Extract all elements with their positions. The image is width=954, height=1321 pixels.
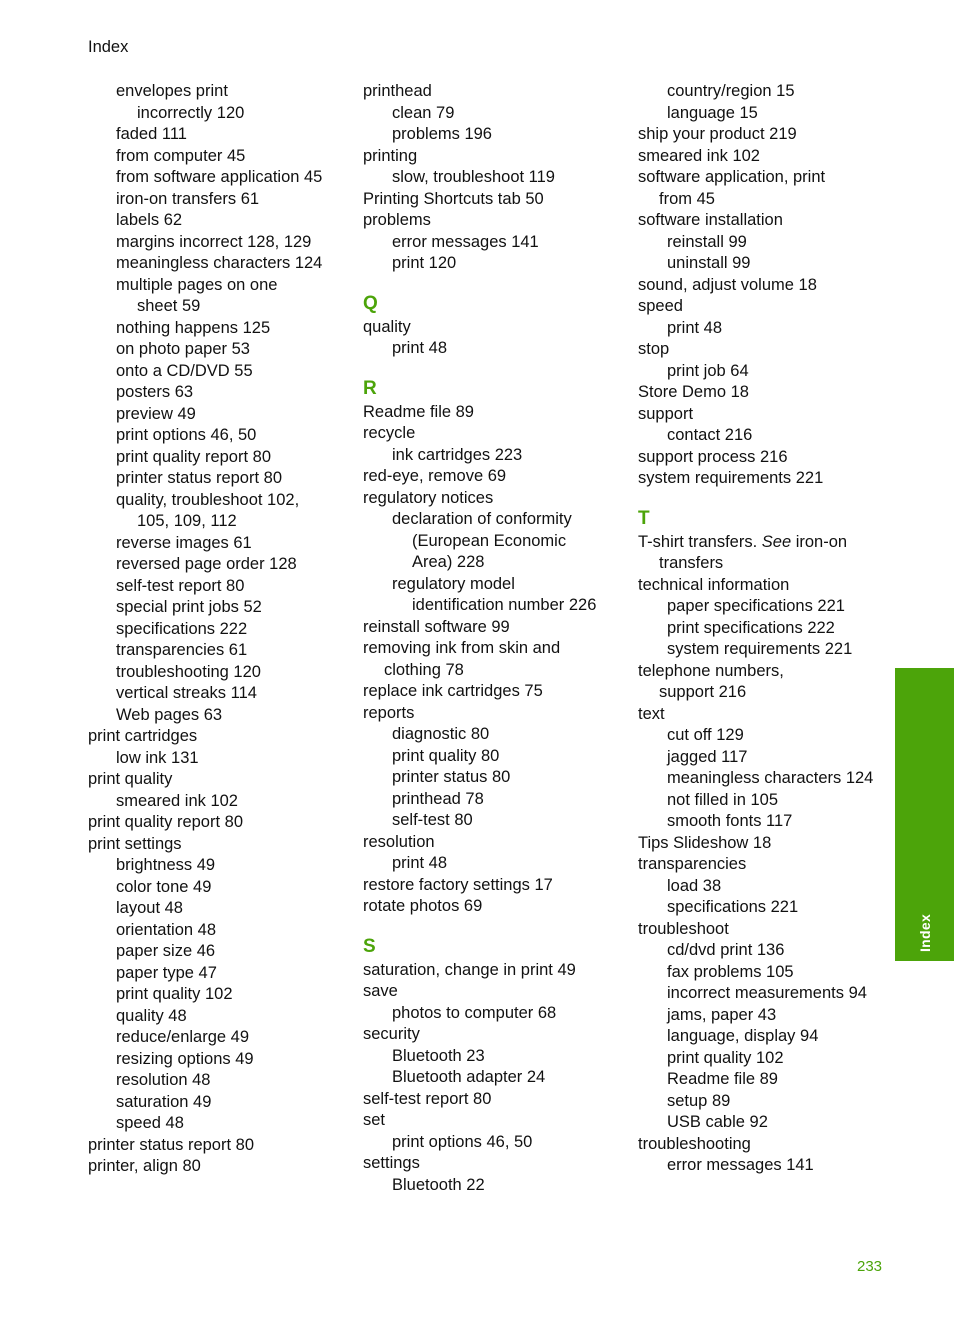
index-subentry: nothing happens 125: [116, 318, 271, 337]
entry-text-part: T-shirt transfers.: [638, 532, 762, 551]
index-entry: resolution: [363, 832, 435, 851]
index-subentry: paper size 46: [116, 942, 216, 960]
index-entry: rotate photos 69: [363, 897, 483, 915]
index-subentry: posters 63: [116, 383, 194, 401]
index-subentry: print 48: [392, 854, 448, 872]
index-entry: stop: [638, 340, 670, 358]
index-entry: troubleshooting: [638, 1134, 751, 1153]
index-subentry: Bluetooth 22: [392, 1175, 485, 1194]
index-entry: restore factory settings 17: [363, 875, 553, 894]
index-subentry: layout 48: [116, 899, 183, 917]
entry-text-part: iron-on: [791, 532, 848, 551]
index-subentry: printhead 78: [392, 789, 484, 808]
index-subentry: meaningless characters 124: [667, 769, 874, 787]
index-subentry: printer status report 80: [116, 469, 282, 487]
index-subentry: quality 48: [116, 1006, 187, 1025]
index-subentry: speed 48: [116, 1114, 184, 1132]
index-subentry: labels 62: [116, 211, 183, 229]
index-subentry: declaration of conformity: [392, 510, 572, 528]
index-entry: Store Demo 18: [638, 383, 749, 401]
index-entry: print cartridges: [88, 727, 198, 745]
index-entry: print quality: [88, 770, 173, 788]
index-subentry: diagnostic 80: [392, 725, 490, 743]
index-subentry: cut off 129: [667, 726, 744, 744]
index-subentry: low ink 131: [116, 748, 199, 767]
index-entry: settings: [363, 1154, 420, 1172]
index-subentry: saturation 49: [116, 1092, 212, 1111]
index-subentry: identification number 226: [412, 596, 597, 614]
index-subentry: clothing 78: [384, 660, 464, 679]
index-entry: system requirements 221: [638, 469, 824, 487]
index-subentry: jagged 117: [667, 747, 748, 766]
index-subentry: print quality 102: [667, 1048, 784, 1067]
index-subentry: on photo paper 53: [116, 340, 250, 358]
letter-heading-s: S: [363, 935, 376, 957]
index-entry: set: [363, 1111, 386, 1129]
index-subentry: transparencies 61: [116, 641, 248, 659]
index-subentry: problems 196: [392, 125, 492, 143]
index-subentry: self-test report 80: [116, 576, 245, 595]
index-entry: printer, align 80: [88, 1157, 201, 1175]
index-subentry: error messages 141: [667, 1156, 814, 1174]
index-subentry: onto a CD/DVD 55: [116, 361, 253, 380]
index-subentry: from software application 45: [116, 168, 323, 186]
page-number: 233: [857, 1258, 883, 1275]
index-entry: text: [638, 704, 665, 723]
index-entry: sound, adjust volume 18: [638, 275, 817, 294]
index-subentry: language 15: [667, 103, 758, 122]
letter-heading-q: Q: [363, 292, 378, 314]
index-subentry: multiple pages on one: [116, 275, 278, 294]
index-subentry: print 120: [392, 254, 457, 272]
index-subentry: specifications 221: [667, 898, 799, 916]
index-subentry: reverse images 61: [116, 533, 252, 552]
index-subentry: country/region 15: [667, 82, 795, 100]
index-subentry: resizing options 49: [116, 1049, 254, 1068]
index-subentry: sheet 59: [137, 297, 201, 315]
index-subentry: language, display 94: [667, 1027, 819, 1045]
index-entry: reinstall software 99: [363, 617, 510, 636]
index-subentry: smooth fonts 117: [667, 812, 793, 830]
index-entry: self-test report 80: [363, 1089, 492, 1108]
index-subentry: print options 46, 50: [392, 1132, 533, 1151]
index-column-2: [363, 81, 625, 1196]
index-subentry: color tone 49: [116, 877, 212, 896]
index-subentry: preview 49: [116, 404, 196, 423]
index-entry: print quality report 80: [88, 813, 244, 831]
index-subentry: fax problems 105: [667, 962, 794, 981]
index-subentry: USB cable 92: [667, 1113, 768, 1131]
index-subentry: paper specifications 221: [667, 597, 845, 615]
index-subentry: contact 216: [667, 426, 753, 444]
index-entry: software installation: [638, 211, 783, 229]
index-subentry: meaningless characters 124: [116, 254, 323, 272]
index-subentry: print 48: [392, 339, 448, 357]
index-entry: regulatory notices: [363, 488, 494, 507]
index-subentry: smeared ink 102: [116, 791, 238, 810]
index-subentry: Readme file 89: [667, 1070, 778, 1088]
letter-heading-r: R: [363, 377, 377, 399]
index-subentry: uninstall 99: [667, 254, 751, 272]
index-entry: printhead: [363, 82, 432, 100]
index-subentry: print specifications 222: [667, 618, 835, 637]
see-reference: See: [761, 532, 792, 551]
index-entry: technical information: [638, 575, 790, 594]
index-subentry: cd/dvd print 136: [667, 941, 785, 959]
index-entry: printer status report 80: [88, 1135, 254, 1154]
index-entry: Tips Slideshow 18: [638, 833, 772, 852]
index-subentry: print 48: [667, 318, 723, 337]
index-subentry: clean 79: [392, 103, 455, 122]
index-entry: print settings: [88, 834, 182, 853]
index-entry: recycle: [363, 424, 416, 442]
index-subentry: Web pages 63: [116, 705, 223, 724]
index-subentry: setup 89: [667, 1091, 731, 1110]
index-subentry: slow, troubleshoot 119: [392, 168, 555, 186]
index-subentry: paper type 47: [116, 963, 217, 982]
index-entry: red-eye, remove 69: [363, 467, 507, 485]
index-subentry: print quality 80: [392, 746, 500, 765]
running-header: Index: [88, 38, 129, 56]
index-subentry: from computer 45: [116, 146, 246, 165]
index-subentry: print quality 102: [116, 985, 233, 1003]
index-entry: replace ink cartridges 75: [363, 682, 543, 700]
index-entry: printing: [363, 146, 418, 165]
index-subentry: system requirements 221: [667, 640, 853, 658]
index-subentry: transfers: [659, 554, 724, 572]
index-entry: speed: [638, 297, 683, 315]
index-subentry: envelopes print: [116, 82, 228, 100]
index-entry: quality: [363, 317, 411, 336]
index-entry: troubleshoot: [638, 919, 729, 938]
index-subentry: troubleshooting 120: [116, 662, 261, 681]
index-subentry: special print jobs 52: [116, 598, 262, 616]
index-subentry: 105, 109, 112: [137, 512, 237, 530]
index-subentry: iron-on transfers 61: [116, 189, 260, 208]
letter-heading-t: T: [638, 507, 650, 529]
index-subentry: regulatory model: [392, 574, 515, 593]
index-subentry: (European Economic: [412, 531, 567, 550]
side-tab-label: Index: [916, 913, 933, 953]
index-entry: save: [363, 982, 398, 1000]
index-subentry: print quality report 80: [116, 447, 272, 466]
index-entry: telephone numbers,: [638, 661, 784, 680]
index-subentry: quality, troubleshoot 102,: [116, 490, 300, 509]
index-subentry: brightness 49: [116, 856, 216, 874]
index-subentry: reversed page order 128: [116, 555, 297, 573]
index-entry: software application, print: [638, 168, 826, 186]
index-subentry: incorrectly 120: [137, 103, 245, 122]
index-entry: removing ink from skin and: [363, 639, 561, 657]
index-subentry: photos to computer 68: [392, 1003, 557, 1022]
index-subentry: incorrect measurements 94: [667, 984, 867, 1002]
index-subentry: reinstall 99: [667, 232, 747, 251]
index-subentry: Bluetooth 23: [392, 1046, 485, 1065]
index-subentry: reduce/enlarge 49: [116, 1028, 250, 1046]
index-entry: saturation, change in print 49: [363, 960, 576, 979]
index-subentry: jams, paper 43: [667, 1005, 777, 1024]
index-entry: problems: [363, 211, 431, 229]
index-subentry: print options 46, 50: [116, 426, 257, 444]
index-subentry: print job 64: [667, 361, 749, 380]
index-subentry: faded 111: [116, 125, 187, 143]
index-subentry: load 38: [667, 876, 722, 895]
index-subentry: vertical streaks 114: [116, 684, 257, 702]
index-entry: Readme file 89: [363, 402, 474, 421]
index-subentry: Bluetooth adapter 24: [392, 1068, 546, 1086]
index-entry: smeared ink 102: [638, 146, 760, 165]
index-subentry: ink cartridges 223: [392, 445, 523, 464]
index-subentry: printer status 80: [392, 768, 511, 786]
index-entry: transparencies: [638, 855, 747, 873]
index-subentry: margins incorrect 128, 129: [116, 232, 312, 251]
index-entry: support process 216: [638, 447, 788, 466]
index-entry: security: [363, 1025, 420, 1043]
index-subentry: self-test 80: [392, 811, 473, 829]
index-subentry: not filled in 105: [667, 790, 778, 809]
index-subentry: specifications 222: [116, 619, 248, 638]
index-subentry: support 216: [659, 683, 747, 701]
index-subentry: error messages 141: [392, 232, 539, 251]
section-side-tab: [895, 668, 954, 961]
index-subentry: orientation 48: [116, 920, 216, 939]
index-column-1: [88, 81, 350, 1178]
index-subentry: from 45: [659, 189, 715, 208]
index-column-3: [638, 81, 900, 1177]
index-subentry: Area) 228: [412, 553, 485, 571]
index-entry: ship your product 219: [638, 125, 797, 143]
index-entry: reports: [363, 703, 415, 722]
index-subentry: resolution 48: [116, 1071, 211, 1089]
index-entry: [638, 532, 900, 554]
index-entry: Printing Shortcuts tab 50: [363, 189, 544, 208]
index-entry: support: [638, 404, 694, 423]
